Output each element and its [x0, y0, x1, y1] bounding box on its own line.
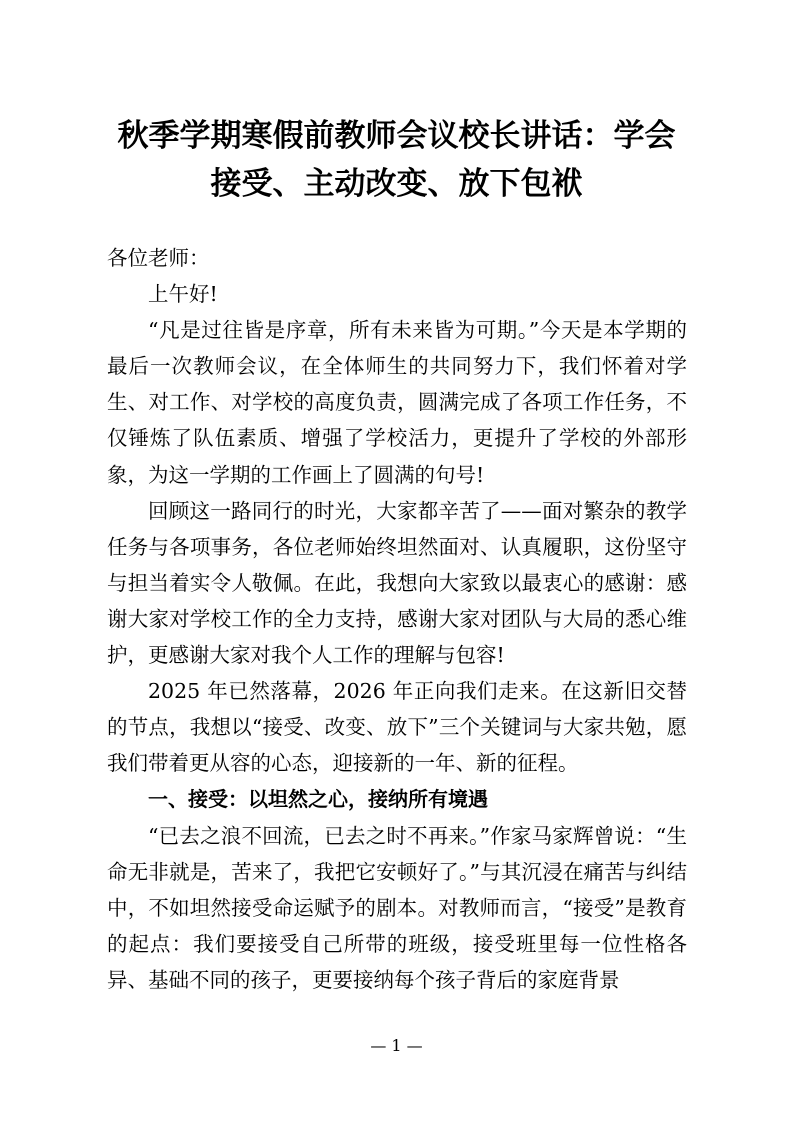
document-body — [107, 240, 687, 998]
document-title — [0, 112, 793, 208]
section-heading-accept: 一、接受：以坦然之心，接纳所有境遇 — [148, 787, 488, 812]
title-line-1: 秋季学期寒假前教师会议校长讲话：学会 — [117, 118, 676, 154]
page-number: — 1 — — [370, 1036, 423, 1055]
paragraph-thanks: 回顾这一路同行的时光，大家都辛苦了——面对繁杂的教学任务与各项事务，各位老师始终坦然面对、认真履职，这份坚守与担当着实令人敬佩。在此，我想向大家致以最衷心的感谢：感谢大家对学校工作的全力支持，感谢大家对团队与大局的悉心维护，更感谢大家对我个人工作的理解与包容! — [107, 498, 687, 668]
title-line-2: 接受、主动改变、放下包袱 — [210, 166, 583, 202]
paragraph-accept: “已去之浪不回流，已去之时不再来。”作家马家辉曾说：“生命无非就是，苦来了，我把它安顿好了。”与其沉浸在痛苦与纠结中，不如坦然接受命运赋予的剧本。对教师而言，“接受”是教育的起点：我们要接受自己所带的班级，接受班里每一位性格各异、基础不同的孩子，更要接纳每个孩子背后的家庭背景 — [107, 823, 687, 992]
salutation: 各位老师： — [107, 246, 210, 270]
paragraph-new-year: 2025 年已然落幕，2026 年正向我们走来。在这新旧交替的节点，我想以“接受、改变、放下”三个关键词与大家共勉，愿我们带着更从容的心态，迎接新的一年、新的征程。 — [107, 679, 687, 776]
greeting: 上午好! — [148, 282, 218, 307]
paragraph-opening: “凡是过往皆是序章，所有未来皆为可期。”今天是本学期的最后一次教师会议，在全体师生的共同努力下，我们怀着对学生、对工作、对学校的高度负责，圆满完成了各项工作任务，不仅锤炼了队伍素质、增强了学校活力，更提升了学校的外部形象，为这一学期的工作画上了圆满的句号! — [107, 318, 687, 487]
